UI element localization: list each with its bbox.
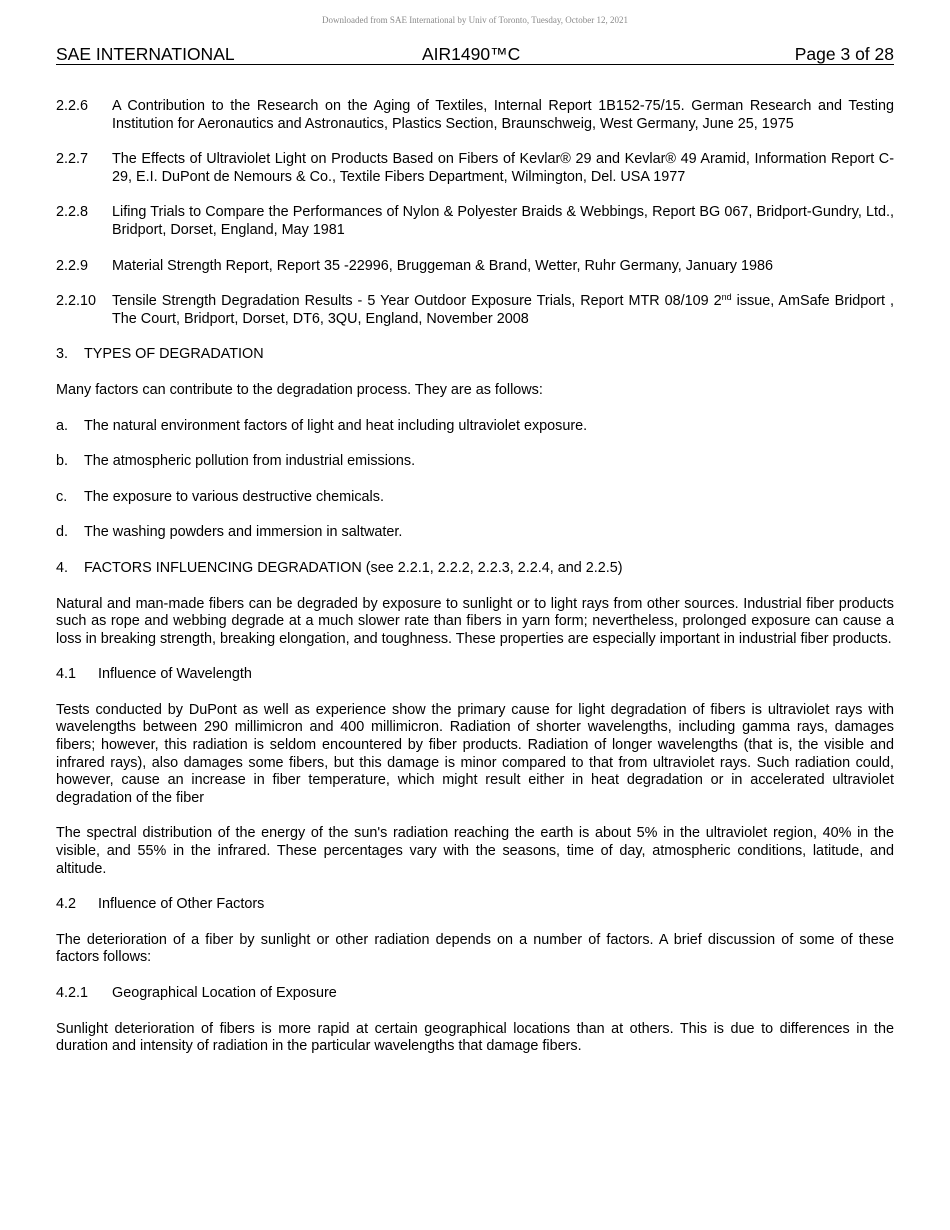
header-page-number: Page 3 of 28: [794, 44, 894, 64]
body-paragraph: Sunlight deterioration of fibers is more rapid at certain geographical locations than at others. This is due to differences in the duration and intensity of radiation in the particular wavelengths that damage fibers.: [56, 1020, 894, 1055]
body-paragraph: Many factors can contribute to the degradation process. They are as follows:: [56, 381, 543, 398]
list-text: The washing powders and immersion in saltwater.: [84, 524, 403, 541]
section-number: 3.: [56, 346, 69, 363]
list-text: The natural environment factors of light and heat including ultraviolet exposure.: [84, 417, 588, 434]
section-title: FACTORS INFLUENCING DEGRADATION (see 2.2.1, 2.2.2, 2.2.3, 2.2.4, and 2.2.5): [84, 559, 623, 576]
list-item: [56, 524, 894, 542]
list-letter: d.: [56, 524, 69, 541]
reference-number: 2.2.9: [56, 257, 89, 274]
header-document-id: AIR1490™C: [422, 44, 521, 64]
list-letter: c.: [56, 488, 68, 505]
body-paragraph: Tests conducted by DuPont as well as experience show the primary cause for light degradation of fibers is ultraviolet rays with wavelengths between 290 millimicron and 400 millimicron. Radiation of shorter wavelengths, including gamma rays, damages fibers; however, this radiation is seldom encountered by fiber products. Radiation of longer wavelengths (that is, the visible and infrared rays), also damages some fibers, but this damage is minor compared to that from ultraviolet rays. Such radiation could, however, cause an increase in fiber temperature, which might result either in heat degradation or in accelerated ultraviolet degradation of the fiber: [56, 701, 894, 806]
section-heading: [56, 346, 894, 364]
subsection-heading: [56, 985, 894, 1003]
reference-number: 2.2.6: [56, 98, 89, 114]
download-watermark: Downloaded from SAE International by Univ of Toronto, Tuesday, October 12, 2021: [321, 15, 629, 25]
reference-text: Lifing Trials to Compare the Performances of Nylon & Polyester Braids & Webbings, Report BG 067, Bridport-Gundry, Ltd., Bridport, Dorset, England, May 1981: [112, 204, 894, 238]
reference-text: The Effects of Ultraviolet Light on Products Based on Fibers of Kevlar® 29 and Kevlar® 49 Aramid, Information Report C-29, E.I. DuPont de Nemours & Co., Textile Fibers Department, Wilmington, Del. USA 1977: [112, 151, 894, 185]
section-heading: [56, 560, 894, 578]
ordinal-superscript: nd: [721, 292, 732, 303]
subsection-heading: [56, 896, 894, 914]
reference-text: A Contribution to the Research on the Aging of Textiles, Internal Report 1B152-75/15. German Research and Testing Institution for Aeronautics and Astronautics, Plastics Section, Braunschweig, West Germany, June 25, 1975: [112, 98, 894, 132]
section-title: Influence of Other Factors: [98, 896, 265, 913]
body-paragraph: The spectral distribution of the energy of the sun's radiation reaching the earth is about 5% in the ultraviolet region, 40% in the visible, and 55% in the infrared. These percentages vary with the seasons, time of day, atmospheric conditions, latitude, and altitude.: [56, 825, 894, 877]
list-text: The atmospheric pollution from industrial emissions.: [84, 453, 416, 470]
section-number: 4.2: [56, 896, 77, 913]
section-title: TYPES OF DEGRADATION: [84, 346, 264, 363]
reference-number: 2.2.8: [56, 204, 89, 221]
reference-item: [56, 98, 894, 133]
reference-number: 2.2.7: [56, 151, 89, 168]
reference-number: 2.2.10: [56, 293, 97, 310]
section-number: 4.2.1: [56, 985, 89, 1001]
list-letter: a.: [56, 417, 69, 434]
page-header: [56, 44, 894, 65]
section-number: 4.: [56, 559, 69, 576]
reference-item: [56, 258, 894, 276]
subsection-heading: [56, 666, 894, 684]
list-item: [56, 418, 894, 436]
reference-item: [56, 293, 894, 328]
document-body: [56, 98, 894, 1074]
section-title: Geographical Location of Exposure: [112, 985, 337, 1001]
body-paragraph: The deterioration of a fiber by sunlight or other radiation depends on a number of factors. A brief discussion of some of these factors follows:: [56, 931, 894, 966]
section-title: Influence of Wavelength: [98, 666, 252, 683]
body-paragraph: Natural and man-made fibers can be degraded by exposure to sunlight or to light rays from other sources. Industrial fiber products such as rope and webbing degrade at a much slower rate than fibers in yarn form; nevertheless, prolonged exposure can cause a loss in breaking strength, breaking elongation, and toughness. These properties are especially important in industrial fiber products.: [56, 595, 894, 647]
reference-item: [56, 204, 894, 239]
reference-text-part: issue, AmSafe Bridport , The Court, Bridport, Dorset, DT6, 3QU, England, November 2008: [112, 293, 894, 327]
header-organization: SAE INTERNATIONAL: [56, 44, 235, 64]
reference-text: Material Strength Report, Report 35 -22996, Bruggeman & Brand, Wetter, Ruhr Germany, January 1986: [112, 257, 773, 274]
reference-text: [112, 293, 894, 328]
section-number: 4.1: [56, 666, 77, 683]
list-item: [56, 489, 894, 507]
list-item: [56, 453, 894, 471]
reference-item: [56, 151, 894, 186]
list-text: The exposure to various destructive chemicals.: [84, 488, 384, 505]
reference-text-part: Tensile Strength Degradation Results - 5 Year Outdoor Exposure Trials, Report MTR 08/109 2: [112, 293, 722, 310]
list-letter: b.: [56, 453, 69, 470]
